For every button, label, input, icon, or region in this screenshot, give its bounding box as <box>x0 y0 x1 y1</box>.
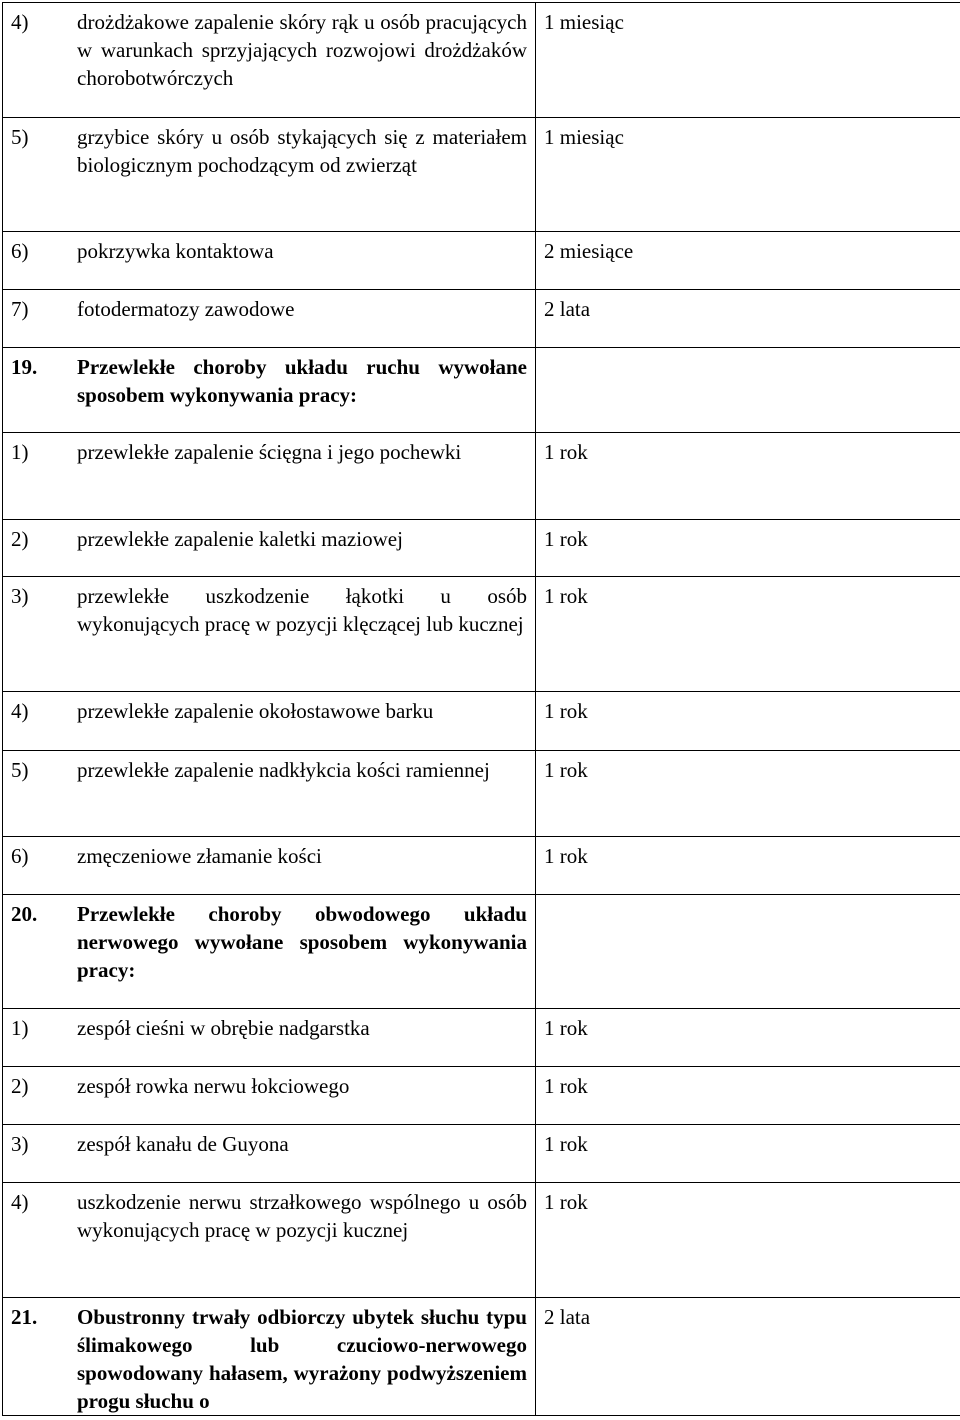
disease-name: przewlekłe zapalenie ścięgna i jego pochewki <box>77 440 462 464</box>
disease-table <box>2 2 960 1416</box>
section-number: 20. <box>11 902 38 926</box>
period-value: 1 miesiąc <box>544 10 624 34</box>
disease-cell <box>3 118 536 232</box>
item-number: 4) <box>11 1190 29 1214</box>
disease-cell <box>3 1009 536 1067</box>
table-row <box>3 1009 960 1067</box>
disease-cell <box>3 3 536 118</box>
item-number: 1) <box>11 440 29 464</box>
item-number: 6) <box>11 844 29 868</box>
disease-name: zespół rowka nerwu łokciowego <box>77 1074 350 1098</box>
item-number: 7) <box>11 297 29 321</box>
section-heading: Obustronny trwały odbiorczy ubytek słuchu typu ślimakowego lub czuciowo-nerwowego spowodowany hałasem, wyrażony podwyższeniem progu słuchu o <box>77 1305 527 1413</box>
disease-cell <box>3 433 536 520</box>
disease-name: pokrzywka kontaktowa <box>77 239 274 263</box>
table-row <box>3 433 960 520</box>
item-number: 4) <box>11 10 29 34</box>
section-heading: Przewlekłe choroby obwodowego układu nerwowego wywołane sposobem wykonywania pracy: <box>77 902 527 982</box>
period-value: 1 rok <box>544 758 588 782</box>
period-cell <box>536 348 960 433</box>
table-row <box>3 232 960 290</box>
period-value: 1 rok <box>544 1074 588 1098</box>
table-row <box>3 837 960 895</box>
disease-cell <box>3 1125 536 1183</box>
table-row <box>3 348 960 433</box>
table-row <box>3 290 960 348</box>
period-cell <box>536 1298 960 1416</box>
period-value: 1 rok <box>544 844 588 868</box>
disease-cell <box>3 348 536 433</box>
table-row <box>3 577 960 692</box>
period-cell <box>536 692 960 751</box>
period-cell <box>536 895 960 1009</box>
disease-cell <box>3 232 536 290</box>
table-row <box>3 751 960 837</box>
disease-name: przewlekłe zapalenie kaletki maziowej <box>77 527 403 551</box>
disease-cell <box>3 1183 536 1298</box>
period-value: 1 rok <box>544 1016 588 1040</box>
period-value: 2 miesiące <box>544 239 634 263</box>
table-row <box>3 1298 960 1416</box>
period-cell <box>536 1183 960 1298</box>
section-number: 19. <box>11 355 38 379</box>
period-cell <box>536 3 960 118</box>
table-row <box>3 692 960 751</box>
period-cell <box>536 118 960 232</box>
disease-name: zespół cieśni w obrębie nadgarstka <box>77 1016 370 1040</box>
period-value: 1 miesiąc <box>544 125 624 149</box>
table-row <box>3 1067 960 1125</box>
period-cell <box>536 290 960 348</box>
disease-cell <box>3 577 536 692</box>
disease-name: uszkodzenie nerwu strzałkowego wspólnego u osób wykonujących pracę w pozycji kucznej <box>77 1190 527 1242</box>
period-cell <box>536 520 960 577</box>
table-row <box>3 118 960 232</box>
item-number: 5) <box>11 125 29 149</box>
disease-name: drożdżakowe zapalenie skóry rąk u osób pracujących w warunkach sprzyjających rozwojowi drożdżaków chorobotwórczych <box>77 10 527 90</box>
period-cell <box>536 751 960 837</box>
disease-cell <box>3 1298 536 1416</box>
period-value: 1 rok <box>544 699 588 723</box>
disease-name: przewlekłe zapalenie nadkłykcia kości ramiennej <box>77 758 490 782</box>
item-number: 6) <box>11 239 29 263</box>
disease-cell <box>3 837 536 895</box>
item-number: 1) <box>11 1016 29 1040</box>
disease-name: zmęczeniowe złamanie kości <box>77 844 322 868</box>
period-value: 1 rok <box>544 1190 588 1214</box>
disease-cell <box>3 1067 536 1125</box>
disease-cell <box>3 751 536 837</box>
section-number: 21. <box>11 1305 38 1329</box>
table-row <box>3 1183 960 1298</box>
period-cell <box>536 433 960 520</box>
section-heading: Przewlekłe choroby układu ruchu wywołane sposobem wykonywania pracy: <box>77 355 527 407</box>
table-row <box>3 3 960 118</box>
period-cell <box>536 232 960 290</box>
period-value: 2 lata <box>544 297 591 321</box>
period-value: 1 rok <box>544 527 588 551</box>
item-number: 2) <box>11 1074 29 1098</box>
disease-name: grzybice skóry u osób stykających się z materiałem biologicznym pochodzącym od zwierząt <box>77 125 527 177</box>
item-number: 3) <box>11 584 29 608</box>
table-row <box>3 895 960 1009</box>
period-value: 2 lata <box>544 1305 591 1329</box>
disease-name: przewlekłe uszkodzenie łąkotki u osób wykonujących pracę w pozycji klęczącej lub kucznej <box>77 584 527 636</box>
item-number: 5) <box>11 758 29 782</box>
item-number: 2) <box>11 527 29 551</box>
period-value: 1 rok <box>544 440 588 464</box>
disease-name: fotodermatozy zawodowe <box>77 297 295 321</box>
period-cell <box>536 1067 960 1125</box>
disease-cell <box>3 520 536 577</box>
period-cell <box>536 1125 960 1183</box>
disease-cell <box>3 692 536 751</box>
table-row <box>3 1125 960 1183</box>
period-cell <box>536 1009 960 1067</box>
period-value: 1 rok <box>544 584 588 608</box>
disease-name: przewlekłe zapalenie okołostawowe barku <box>77 699 434 723</box>
period-value: 1 rok <box>544 1132 588 1156</box>
disease-name: zespół kanału de Guyona <box>77 1132 289 1156</box>
disease-cell <box>3 895 536 1009</box>
table-row <box>3 520 960 577</box>
period-cell <box>536 577 960 692</box>
period-cell <box>536 837 960 895</box>
item-number: 3) <box>11 1132 29 1156</box>
disease-cell <box>3 290 536 348</box>
item-number: 4) <box>11 699 29 723</box>
